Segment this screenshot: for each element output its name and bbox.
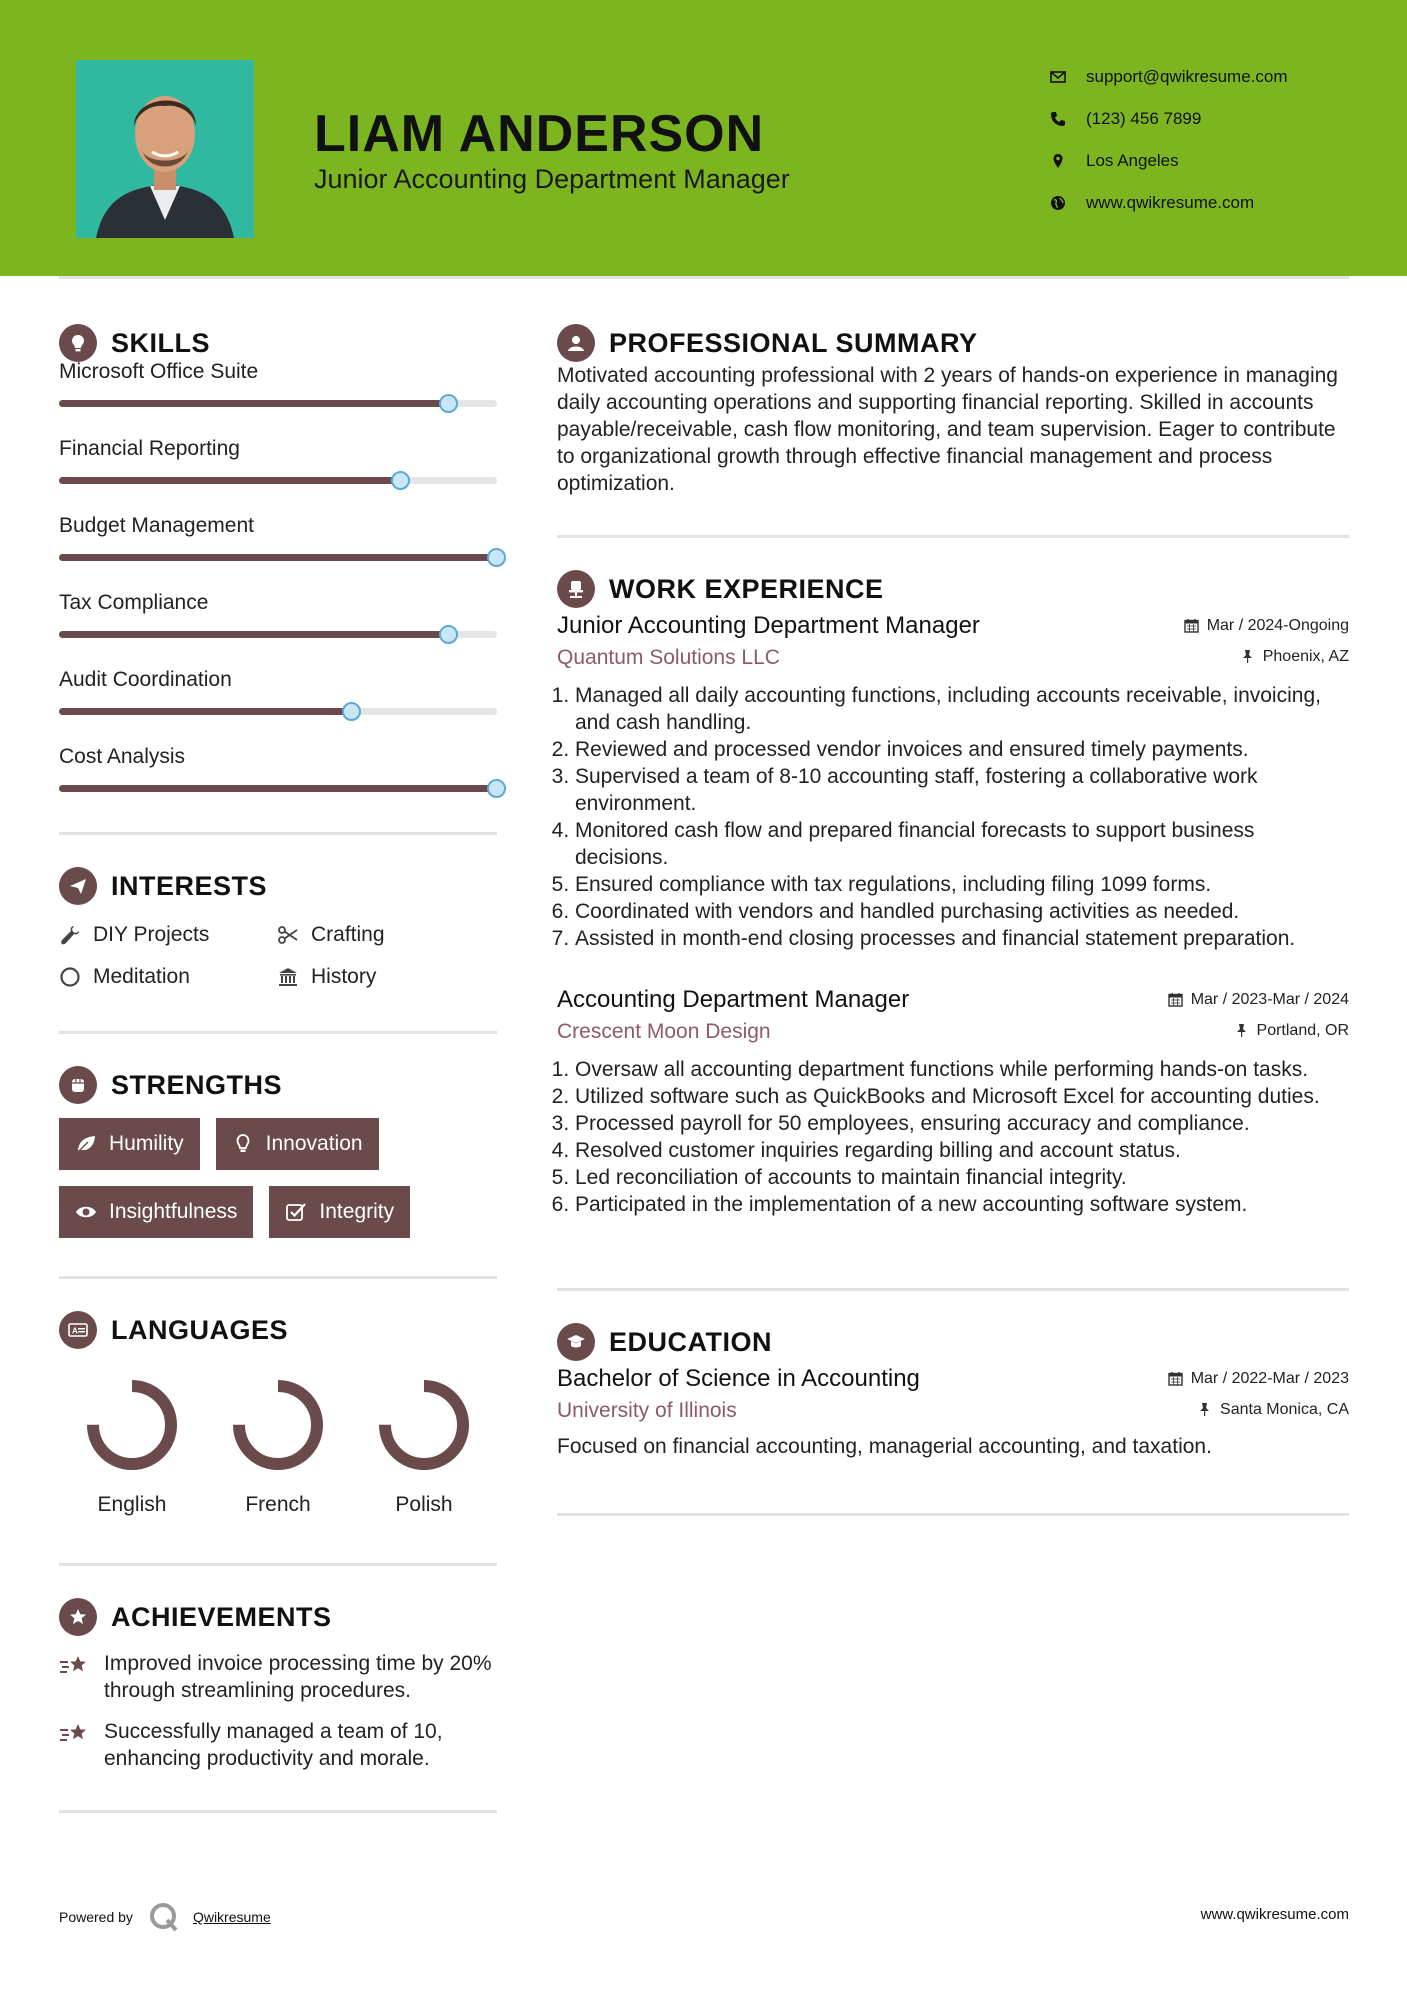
job-location	[1240, 648, 1349, 666]
skill-item	[59, 587, 497, 664]
duty-item: 4. Monitored cash flow and prepared financial forecasts to support business decisions.	[575, 817, 1349, 871]
interest-item	[59, 923, 277, 947]
skill-bar-fill	[59, 554, 497, 561]
pushpin-icon	[1197, 1402, 1212, 1417]
education-location	[1197, 1401, 1349, 1419]
contact-phone[interactable]	[1050, 98, 1288, 140]
shooting-star-icon	[59, 1720, 91, 1748]
education-entry	[557, 1365, 1349, 1459]
language-name: English	[97, 1493, 167, 1516]
section-divider	[557, 1288, 1349, 1291]
language-icon	[59, 1311, 97, 1349]
profile-photo	[76, 60, 254, 238]
achievement-item	[59, 1650, 497, 1704]
job-entry	[557, 986, 1349, 1218]
check-square-icon	[285, 1201, 307, 1223]
degree-title: Bachelor of Science in Accounting	[557, 1365, 920, 1392]
language-item	[351, 1375, 497, 1517]
achievement-item	[59, 1718, 497, 1772]
skill-item	[59, 664, 497, 741]
language-name: Polish	[395, 1493, 453, 1516]
job-date-text: Mar / 2024-Ongoing	[1206, 616, 1349, 634]
mail-icon	[1050, 69, 1066, 85]
left-column	[59, 320, 497, 1813]
skill-bar-knob[interactable]	[391, 471, 410, 490]
duty-item: 5. Ensured compliance with tax regulations, including filing 1099 forms.	[575, 871, 1349, 898]
interest-item	[59, 965, 277, 989]
pushpin-icon	[1234, 1023, 1249, 1038]
job-duties	[557, 682, 1349, 952]
skill-bar-knob[interactable]	[487, 548, 506, 567]
duty-item: 4. Resolved customer inquiries regarding billing and account status.	[575, 1137, 1349, 1164]
skill-name: Cost Analysis	[59, 745, 186, 768]
section-divider	[557, 1513, 1349, 1516]
education-date	[1168, 1370, 1349, 1388]
skill-bar-fill	[59, 785, 497, 792]
job-date	[1168, 991, 1349, 1009]
skill-bar-fill	[59, 708, 352, 715]
skill-bar-fill	[59, 400, 449, 407]
job-duties	[557, 1056, 1349, 1218]
achievement-text: Successfully managed a team of 10, enhancing productivity and morale.	[104, 1720, 443, 1770]
contact-location-text: Los Angeles	[1086, 151, 1179, 170]
skill-name: Financial Reporting	[59, 437, 240, 460]
language-name: French	[245, 1493, 311, 1516]
shooting-star-icon	[59, 1652, 91, 1680]
section-divider	[59, 1031, 497, 1034]
svg-text:A: A	[72, 1326, 78, 1336]
interests-title: INTERESTS	[111, 870, 268, 901]
languages-list	[59, 1375, 497, 1517]
languages-title: LANGUAGES	[111, 1314, 289, 1345]
achievements-title: ACHIEVEMENTS	[111, 1601, 332, 1632]
duty-item: 3. Supervised a team of 8-10 accounting staff, fostering a collaborative work environment.	[575, 763, 1349, 817]
strength-label: Innovation	[265, 1132, 363, 1155]
user-icon	[557, 324, 595, 362]
skill-bar	[59, 477, 497, 484]
interests-heading	[59, 863, 497, 909]
eye-icon	[75, 1201, 97, 1223]
language-item	[205, 1375, 351, 1517]
duty-item: 3. Processed payroll for 50 employees, ensuring accuracy and compliance.	[575, 1110, 1349, 1137]
skill-bar	[59, 708, 497, 715]
skill-bar-knob[interactable]	[439, 394, 458, 413]
interest-item	[277, 923, 477, 947]
contact-list	[1050, 56, 1288, 224]
achievements-heading	[59, 1594, 497, 1640]
circle-icon	[59, 966, 81, 988]
job-location-text: Portland, OR	[1256, 1021, 1349, 1039]
interest-label: Meditation	[93, 965, 190, 988]
summary-heading	[557, 320, 1349, 366]
interest-item	[277, 965, 477, 989]
skill-bar	[59, 400, 497, 407]
job-date	[1184, 617, 1349, 635]
strength-label: Integrity	[319, 1200, 395, 1223]
strength-tag	[59, 1118, 200, 1170]
summary-text: Motivated accounting professional with 2 years of hands-on experience in managing daily accounting operations and supporting financial reporting. Skilled in accounts payable/receivable, cash flow monitoring, and team supervision. Eager to contribute to organizational growth through effective financial management and process optimization.	[557, 364, 1338, 495]
skill-bar-fill	[59, 477, 401, 484]
duty-item: 1. Managed all daily accounting functions, including accounts receivable, invoicing, and cash handling.	[575, 682, 1349, 736]
star-badge-icon	[59, 1598, 97, 1636]
pushpin-icon	[1240, 649, 1255, 664]
strengths-list	[59, 1118, 497, 1238]
contact-location	[1050, 140, 1288, 182]
experience-heading	[557, 566, 1349, 612]
scissors-icon	[277, 924, 299, 946]
education-description: Focused on financial accounting, managerial accounting, and taxation.	[557, 1435, 1212, 1458]
language-ring	[228, 1375, 328, 1475]
company-name: Crescent Moon Design	[557, 1020, 771, 1043]
candidate-name: LIAM ANDERSON	[314, 105, 765, 163]
calendar-icon	[1168, 992, 1183, 1007]
duty-item: 2. Utilized software such as QuickBooks and Microsoft Excel for accounting duties.	[575, 1083, 1349, 1110]
office-chair-icon	[557, 570, 595, 608]
language-ring	[82, 1375, 182, 1475]
company-name: Quantum Solutions LLC	[557, 646, 780, 669]
skill-name: Microsoft Office Suite	[59, 360, 259, 383]
fist-icon	[59, 1066, 97, 1104]
candidate-title: Junior Accounting Department Manager	[314, 164, 790, 194]
leaf-icon	[75, 1133, 97, 1155]
section-divider	[59, 1810, 497, 1813]
strength-tag	[269, 1186, 410, 1238]
education-heading	[557, 1319, 1349, 1365]
powered-by-label: Powered by	[59, 1909, 133, 1925]
skill-item	[59, 510, 497, 587]
qwikresume-logo-icon	[147, 1900, 181, 1934]
job-title: Accounting Department Manager	[557, 986, 910, 1013]
skill-name: Budget Management	[59, 514, 254, 537]
skill-bar-knob[interactable]	[439, 625, 458, 644]
contact-website-text: www.qwikresume.com	[1086, 193, 1255, 212]
skill-bar-fill	[59, 631, 449, 638]
contact-phone-text: (123) 456 7899	[1086, 109, 1202, 128]
achievement-text: Improved invoice processing time by 20% through streamlining procedures.	[104, 1652, 492, 1702]
section-divider	[59, 1276, 497, 1279]
header-banner	[0, 0, 1407, 276]
globe-icon	[1050, 195, 1066, 211]
skill-name: Tax Compliance	[59, 591, 209, 614]
skill-item	[59, 741, 497, 818]
strengths-heading	[59, 1062, 497, 1108]
skill-name: Audit Coordination	[59, 668, 232, 691]
achievements-list	[59, 1650, 497, 1772]
interest-label: DIY Projects	[93, 923, 210, 946]
bank-icon	[277, 966, 299, 988]
interest-label: History	[311, 965, 377, 988]
right-column	[557, 320, 1349, 1516]
strengths-title: STRENGTHS	[111, 1069, 283, 1100]
school-name: University of Illinois	[557, 1399, 737, 1422]
section-divider	[59, 1563, 497, 1566]
interest-label: Crafting	[311, 923, 385, 946]
contact-website[interactable]	[1050, 182, 1288, 224]
calendar-icon	[1184, 618, 1199, 633]
skill-bar	[59, 554, 497, 561]
phone-icon	[1050, 111, 1066, 127]
paper-plane-icon	[59, 867, 97, 905]
job-location	[1234, 1022, 1349, 1040]
job-date-text: Mar / 2023-Mar / 2024	[1190, 990, 1349, 1008]
skill-bar-knob[interactable]	[487, 779, 506, 798]
job-title: Junior Accounting Department Manager	[557, 612, 980, 639]
summary-title: PROFESSIONAL SUMMARY	[609, 327, 978, 358]
lightbulb-icon	[232, 1133, 254, 1155]
education-date-text: Mar / 2022-Mar / 2023	[1190, 1369, 1349, 1387]
skills-title: SKILLS	[111, 327, 211, 358]
job-entry	[557, 612, 1349, 952]
strength-tag	[216, 1118, 379, 1170]
education-location-text: Santa Monica, CA	[1220, 1400, 1349, 1418]
strength-label: Insightfulness	[109, 1200, 238, 1223]
skill-bar-knob[interactable]	[342, 702, 361, 721]
duty-item: 1. Oversaw all accounting department functions while performing hands-on tasks.	[575, 1056, 1349, 1083]
strength-tag	[59, 1186, 253, 1238]
calendar-icon	[1168, 1371, 1183, 1386]
experience-title: WORK EXPERIENCE	[609, 573, 884, 604]
graduate-icon	[557, 1323, 595, 1361]
education-title: EDUCATION	[609, 1326, 772, 1357]
duty-item: 6. Participated in the implementation of a new accounting software system.	[575, 1191, 1349, 1218]
contact-email-text: support@qwikresume.com	[1086, 67, 1288, 86]
duty-item: 2. Reviewed and processed vendor invoices and ensured timely payments.	[575, 736, 1349, 763]
duty-item: 5. Led reconciliation of accounts to maintain financial integrity.	[575, 1164, 1349, 1191]
language-ring	[374, 1375, 474, 1475]
strength-label: Humility	[109, 1132, 184, 1155]
duty-item: 7. Assisted in month-end closing processes and financial statement preparation.	[575, 925, 1349, 952]
job-location-text: Phoenix, AZ	[1262, 647, 1349, 665]
section-divider	[557, 535, 1349, 538]
interests-list	[59, 923, 497, 989]
language-item	[59, 1375, 205, 1517]
contact-email[interactable]	[1050, 56, 1288, 98]
languages-heading	[59, 1307, 497, 1353]
section-divider	[59, 832, 497, 835]
duty-item: 6. Coordinated with vendors and handled purchasing activities as needed.	[575, 898, 1349, 925]
header-divider	[59, 276, 1349, 279]
skill-bar	[59, 785, 497, 792]
skill-item	[59, 433, 497, 510]
location-pin-icon	[1050, 153, 1066, 169]
footer-branding	[59, 1900, 271, 1934]
skill-item	[59, 356, 497, 433]
skills-list	[59, 356, 497, 818]
skill-bar	[59, 631, 497, 638]
footer-website[interactable]: www.qwikresume.com	[1200, 1906, 1349, 1923]
qwikresume-link[interactable]: Qwikresume	[192, 1909, 271, 1925]
wrench-icon	[59, 924, 81, 946]
